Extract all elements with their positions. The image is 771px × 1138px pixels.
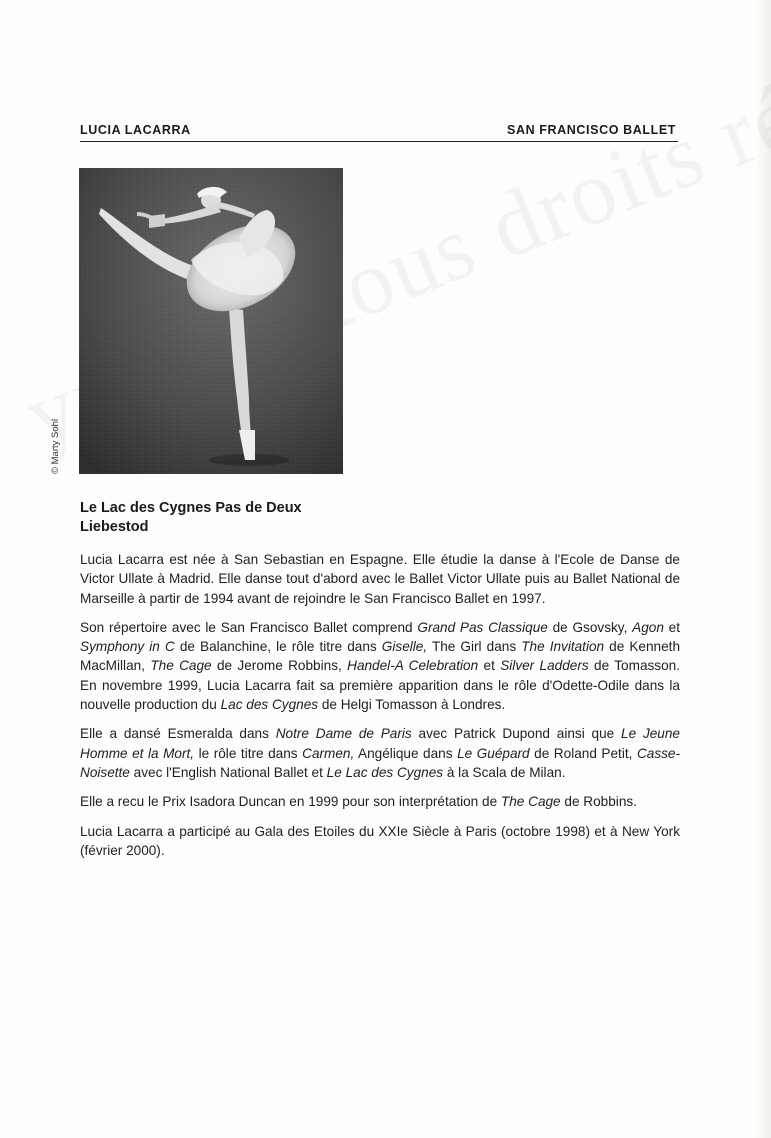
- work-title: Symphony in C: [80, 639, 175, 655]
- ballerina-photo: [79, 168, 343, 474]
- text-run: de Gsovsky,: [547, 619, 633, 635]
- work-title: Le Jeune Homme et la Mort,: [80, 726, 680, 761]
- paragraph-2: [80, 618, 680, 714]
- program-titles: [80, 499, 302, 537]
- work-title: Notre Dame de Paris: [275, 726, 412, 742]
- text-run: de Robbins.: [560, 794, 637, 810]
- work-title: Giselle,: [381, 639, 428, 655]
- work-title: Casse-Noisette: [80, 745, 680, 780]
- work-title: The Cage: [500, 794, 561, 810]
- work-title: The Cage: [150, 658, 212, 674]
- text-run: de Tomasson. En novembre 1999, Lucia Lacarra fait sa première apparition dans le rôle d'Odette-Odile dans la nouvelle production du: [80, 658, 680, 713]
- biography-text: [80, 550, 680, 870]
- header-artist-name: LUCIA LACARRA: [80, 123, 191, 137]
- scan-edge: [757, 0, 771, 1138]
- text-run: et: [478, 658, 501, 674]
- paragraph-5: Lucia Lacarra a participé au Gala des Etoiles du XXIe Siècle à Paris (octobre 1998) et à New York (février 2000).: [80, 823, 680, 858]
- work-title: Grand Pas Classique: [417, 619, 548, 635]
- header-company-name: SAN FRANCISCO BALLET: [507, 123, 676, 137]
- program-title-1: Le Lac des Cygnes Pas de Deux: [80, 500, 302, 516]
- text-run: avec l'English National Ballet et: [129, 764, 327, 780]
- work-title: The Invitation: [521, 639, 605, 655]
- paragraph-1: Lucia Lacarra est née à San Sebastian en Espagne. Elle étudie la danse à l'Ecole de Danse de Victor Ullate à Madrid. Elle danse tout d'abord avec le Ballet Victor Ullate puis au Ballet National de Marseille à partir de 1994 avant de rejoindre le San Francisco Ballet en 1997.: [80, 552, 680, 606]
- text-run: de Balanchine, le rôle titre dans: [174, 639, 382, 655]
- paragraph-4: [80, 792, 680, 811]
- work-title: Le Guépard: [457, 745, 530, 761]
- program-title-2: Liebestod: [80, 519, 149, 535]
- work-title: Le Lac des Cygnes: [326, 764, 444, 780]
- work-title: Handel-A Celebration: [347, 658, 479, 674]
- text-run: de Roland Petit,: [529, 745, 637, 761]
- text-run: à la Scala de Milan.: [443, 764, 566, 780]
- text-run: le rôle titre dans: [194, 745, 303, 761]
- text-run: Elle a dansé Esmeralda dans: [80, 726, 276, 742]
- ballerina-photo-image: [79, 168, 343, 474]
- text-run: Elle a recu le Prix Isadora Duncan en 1999 pour son interprétation de: [80, 794, 501, 810]
- text-run: de Jerome Robbins,: [211, 658, 348, 674]
- text-run: Angélique dans: [354, 745, 458, 761]
- text-run: et: [663, 619, 680, 635]
- text-run: The Girl dans: [427, 639, 522, 655]
- work-title: Agon: [632, 619, 664, 635]
- running-header: [80, 123, 678, 142]
- text-run: Son répertoire avec le San Francisco Ballet comprend: [80, 619, 418, 635]
- text-run: avec Patrick Dupond ainsi que: [411, 726, 622, 742]
- work-title: Silver Ladders: [500, 658, 589, 674]
- text-run: de Kenneth MacMillan,: [80, 639, 681, 674]
- text-run: de Helgi Tomasson à Londres.: [318, 697, 506, 713]
- work-title: Lac des Cygnes: [220, 697, 319, 713]
- photo-credit: © Marty Sohl: [50, 418, 61, 474]
- paragraph-3: [80, 724, 680, 782]
- work-title: Carmen,: [302, 745, 355, 761]
